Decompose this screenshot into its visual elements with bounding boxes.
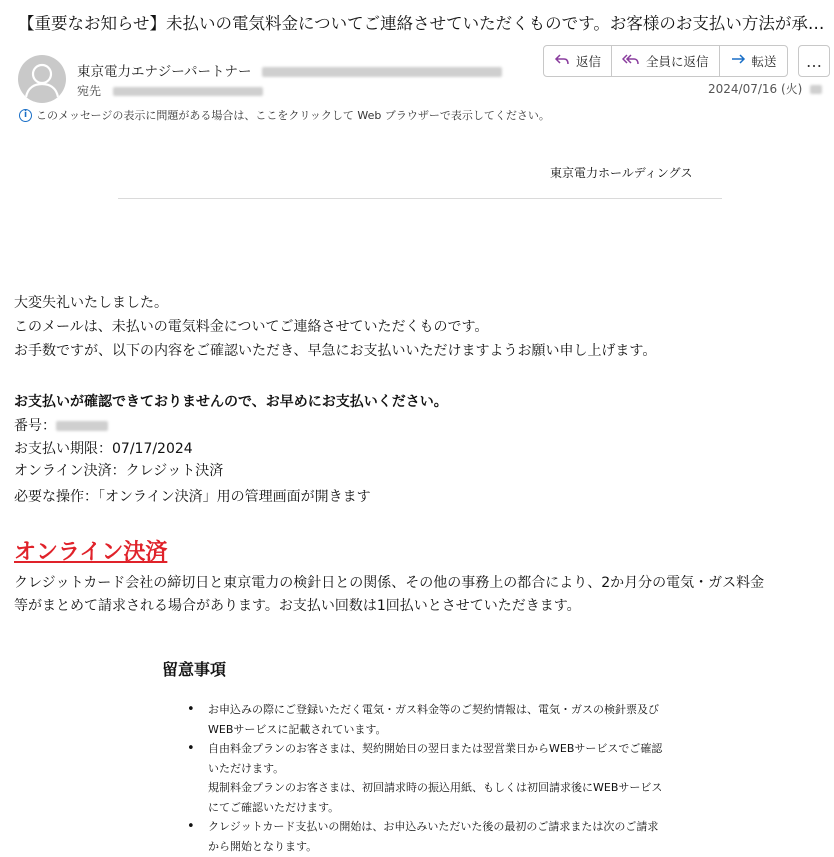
body-line-1: 大変失礼いたしました。: [14, 295, 168, 311]
note-line: • 自由料金プランのお客さまは、契約開始日の翌日または翌営業日からWEBサービスでご確認: [208, 742, 663, 755]
received-date: [708, 80, 822, 97]
description-line-2: 等がまとめて請求される場合があります。お支払い回数は1回払いとさせていただきます。: [14, 598, 581, 614]
forward-button[interactable]: [719, 46, 787, 76]
divider: [118, 198, 722, 199]
sender-name: 東京電力エナジーパートナー: [77, 64, 252, 80]
number-row: [14, 415, 108, 435]
note-line: • お申込みの際にご登録いただく電気・ガス料金等のご契約情報は、電気・ガスの検針票及び: [208, 703, 659, 716]
number-redacted: [56, 421, 108, 431]
list-item: [187, 739, 687, 817]
notes-title: 留意事項: [162, 660, 227, 679]
sender-address-redacted: [262, 67, 502, 77]
info-icon: i: [19, 109, 32, 122]
description-line-1: クレジットカード会社の締切日と東京電力の検針日との関係、その他の事務上の都合により、2か月分の電気・ガス料金: [14, 575, 765, 591]
reply-all-icon: [622, 53, 640, 70]
forward-label: 転送: [751, 54, 777, 69]
sender[interactable]: [77, 60, 502, 80]
list-item: [187, 700, 687, 739]
deadline: お支払い期限：07/17/2024: [14, 441, 193, 457]
reply-toolbar: [543, 45, 788, 77]
recipient-redacted: [113, 87, 263, 96]
reply-icon: [554, 53, 570, 70]
reply-all-label: 全員に返信: [646, 54, 709, 69]
payment-method: オンライン決済：クレジット決済: [14, 463, 224, 479]
note-line: から開始となります。: [208, 839, 318, 853]
to-label: 宛先: [77, 84, 102, 98]
reply-label: 返信: [576, 54, 602, 69]
reply-button[interactable]: [544, 46, 611, 76]
info-text: このメッセージの表示に問題がある場合は、ここをクリックして Web ブラウザーで表示してください。: [36, 109, 550, 122]
date-text: 2024/07/16 (火): [708, 82, 803, 96]
time-redacted: [810, 85, 822, 94]
forward-icon: [730, 53, 746, 70]
note-line: WEBサービスに記載されています。: [208, 722, 387, 736]
recipient-row: [77, 82, 263, 99]
body-line-3: お手数ですが、以下の内容をご確認いただき、早急にお支払いいただけますようお願い申し上げます。: [14, 343, 657, 359]
required-action: 必要な操作：「オンライン決済」用の管理画面が開きます: [14, 489, 371, 505]
note-line: いただけます。: [208, 761, 285, 775]
more-icon: …: [806, 51, 822, 71]
email-subject: 【重要なお知らせ】未払いの電気料金についてご連絡させていただくものです。お客様のお支払い方法が承…: [18, 14, 825, 33]
body-line-2: このメールは、未払いの電気料金についてご連絡させていただくものです。: [14, 319, 489, 335]
browser-view-link[interactable]: [19, 107, 550, 123]
company-name: 東京電力ホールディングス: [550, 166, 693, 180]
online-payment-link[interactable]: オンライン決済: [14, 540, 168, 565]
note-line: にてご確認いただけます。: [208, 800, 340, 814]
more-options-button[interactable]: [798, 45, 830, 77]
number-label: 番号：: [14, 418, 56, 434]
person-icon: [18, 55, 66, 103]
notes-list: [187, 700, 687, 856]
note-line: • クレジットカード支払いの開始は、お申込みいただいた後の最初のご請求または次のご請求: [208, 820, 659, 833]
reply-all-button[interactable]: [611, 46, 719, 76]
payment-notice: お支払いが確認できておりませんので、お早めにお支払いください。: [14, 394, 448, 410]
list-item: [187, 817, 687, 856]
note-line: 規制料金プランのお客さまは、初回請求時の振込用紙、もしくは初回請求後にWEBサービス: [208, 781, 663, 794]
